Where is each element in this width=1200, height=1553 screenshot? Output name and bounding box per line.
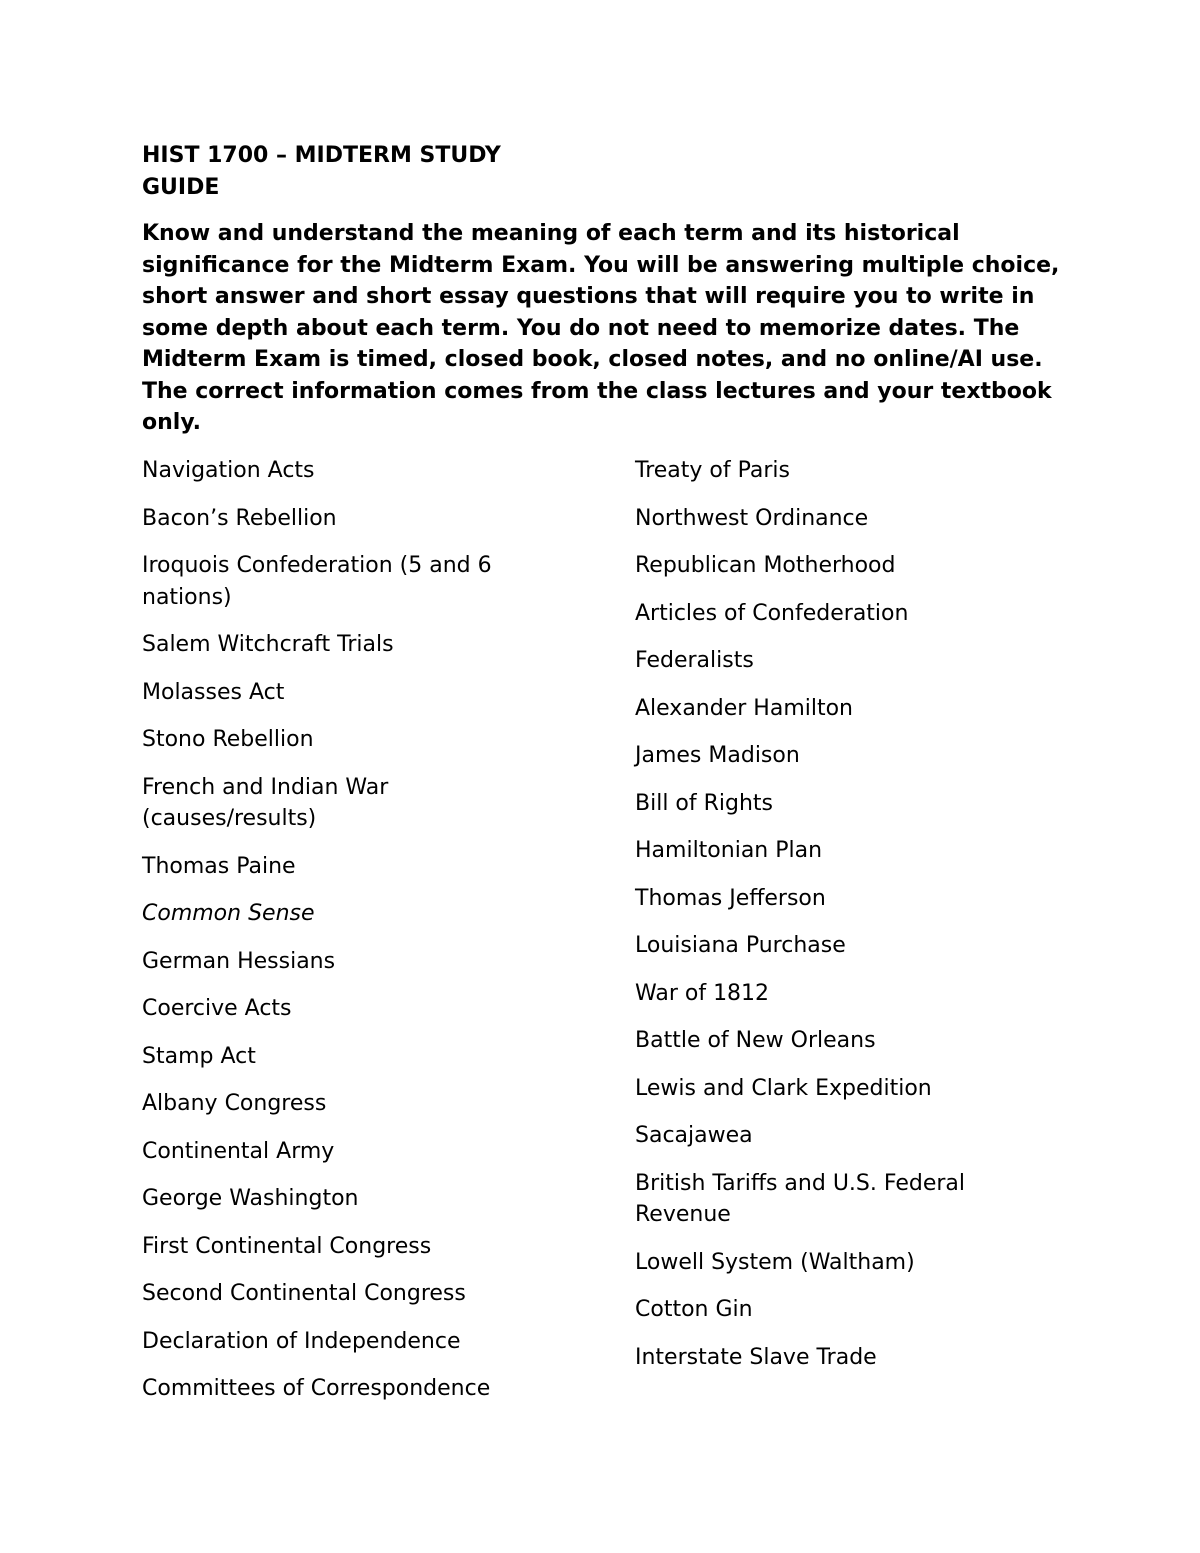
term-item: German Hessians [142, 948, 336, 974]
term-item: Republican Motherhood [635, 553, 896, 578]
term-item: Bacon’s Rebellion [142, 505, 337, 531]
term-item: Interstate Slave Trade [635, 1344, 877, 1370]
term-item: George Washington [142, 1186, 359, 1211]
term-item: Second Continental Congress [142, 1281, 466, 1306]
term-item: Coercive Acts [142, 996, 292, 1021]
term-item: Louisiana Purchase [635, 933, 846, 958]
term-item: Iroquois Confederation (5 and 6 nations) [142, 553, 492, 610]
terms-column-left [142, 455, 562, 1421]
term-item: Northwest Ordinance [635, 505, 869, 531]
term-item: British Tariffs and U.S. Federal Revenue [635, 1170, 965, 1227]
term-item: First Continental Congress [142, 1233, 432, 1259]
term-item: War of 1812 [635, 980, 770, 1006]
term-item: Articles of Confederation [635, 600, 909, 626]
term-item: French and Indian War (causes/results) [142, 774, 389, 831]
title-line-2: GUIDE [142, 174, 220, 200]
term-item: Molasses Act [142, 679, 285, 705]
term-item: Albany Congress [142, 1091, 327, 1116]
term-item: Salem Witchcraft Trials [142, 632, 394, 657]
term-item-common-sense: Common Sense [142, 901, 315, 926]
term-item: Treaty of Paris [635, 458, 790, 483]
term-item: James Madison [635, 743, 800, 768]
term-item: Thomas Jefferson [635, 885, 826, 911]
instructions-paragraph: Know and understand the meaning of each term and its historical significance for the Midterm Exam. You will be answering multiple choice, short answer and short essay questions that will require you to write in some depth about each term. You do not need to memorize dates. The Midterm Exam is timed, closed book, closed notes, and no online/AI use. The correct information comes from the class lectures and your textbook only. [142, 221, 1060, 435]
term-item: Federalists [635, 648, 754, 673]
title-line-1: HIST 1700 – MIDTERM STUDY [142, 143, 501, 168]
term-item: Declaration of Independence [142, 1328, 461, 1354]
term-item: Alexander Hamilton [635, 695, 854, 721]
term-item: Hamiltonian Plan [635, 838, 823, 863]
term-item: Cotton Gin [635, 1297, 753, 1322]
term-item: Thomas Paine [142, 853, 296, 879]
terms-column-right [635, 455, 1055, 1389]
term-item: Lewis and Clark Expedition [635, 1075, 932, 1101]
term-item: Continental Army [142, 1138, 335, 1164]
term-item: Sacajawea [635, 1123, 753, 1148]
term-item: Bill of Rights [635, 790, 774, 816]
term-item: Stono Rebellion [142, 727, 314, 752]
term-item: Battle of New Orleans [635, 1028, 876, 1053]
document-title [142, 140, 562, 203]
term-item: Navigation Acts [142, 458, 315, 483]
term-item: Stamp Act [142, 1043, 256, 1069]
term-item: Committees of Correspondence [142, 1376, 491, 1401]
term-item: Lowell System (Waltham) [635, 1249, 915, 1275]
